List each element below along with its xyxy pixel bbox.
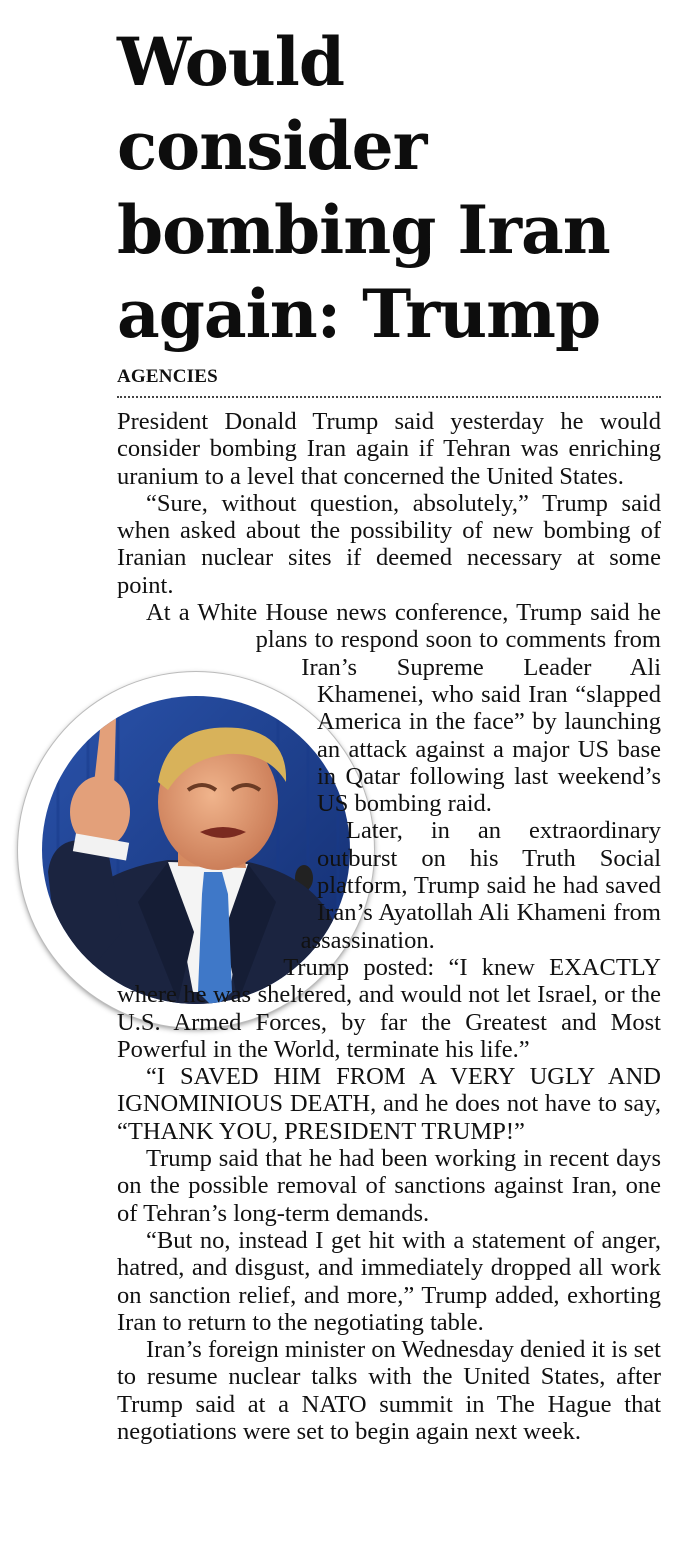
paragraph-text: At a White House news conference, Trump said he plans to respond soon to comments from Iran’s Supreme Leader Ali Khamenei, who said Iran “slapped America in the face” by launching an attack against a major US base in Qatar following last weekend’s US bombing raid.: [146, 599, 661, 818]
paragraph: “Sure, without question, absolutely,” Trump said when asked about the possibility of new bombing of Iranian nuclear sites if deemed necessary at some point.: [117, 489, 661, 599]
paragraph: Iran’s foreign minister on Wednesday denied it is set to resume nuclear talks with the United States, after Trump said at a NATO summit in The Hague that negotiations were set to begin again next week.: [117, 1336, 661, 1445]
article-body: [117, 408, 661, 1445]
paragraph: Trump said that he had been working in recent days on the possible removal of sanctions against Iran, one of Tehran’s long-term demands.: [117, 1145, 661, 1227]
photo-wrap-space: [17, 672, 317, 1008]
dotted-divider: [117, 396, 661, 398]
byline: AGENCIES: [117, 366, 218, 387]
paragraph: “But no, instead I get hit with a statement of anger, hatred, and disgust, and immediately dropped all work on sanction relief, and more,” Trump added, exhorting Iran to return to the negotiating table.: [117, 1226, 661, 1336]
article: [117, 20, 661, 1445]
paragraph: Later, in an extraordinary outburst on his Truth Social platform, Trump said he had saved Iran’s Ayatollah Ali Khameni from assassination.: [300, 817, 661, 954]
paragraph: Trump posted: “I knew EXACTLY where he was sheltered, and would not let Israel, or the U.S. Armed Forces, by far the Greatest and Most Powerful in the World, terminate his life.”: [117, 953, 661, 1063]
paragraph: “I SAVED HIM FROM A VERY UGLY AND IGNOMINIOUS DEATH, and he does not have to say, “THANK YOU, PRESIDENT TRUMP!”: [117, 1063, 661, 1145]
headline: Would consider bombing Iran again: Trump: [117, 23, 610, 353]
paragraph: President Donald Trump said yesterday he would consider bombing Iran again if Tehran was enriching uranium to a level that concerned the United States.: [117, 408, 661, 490]
